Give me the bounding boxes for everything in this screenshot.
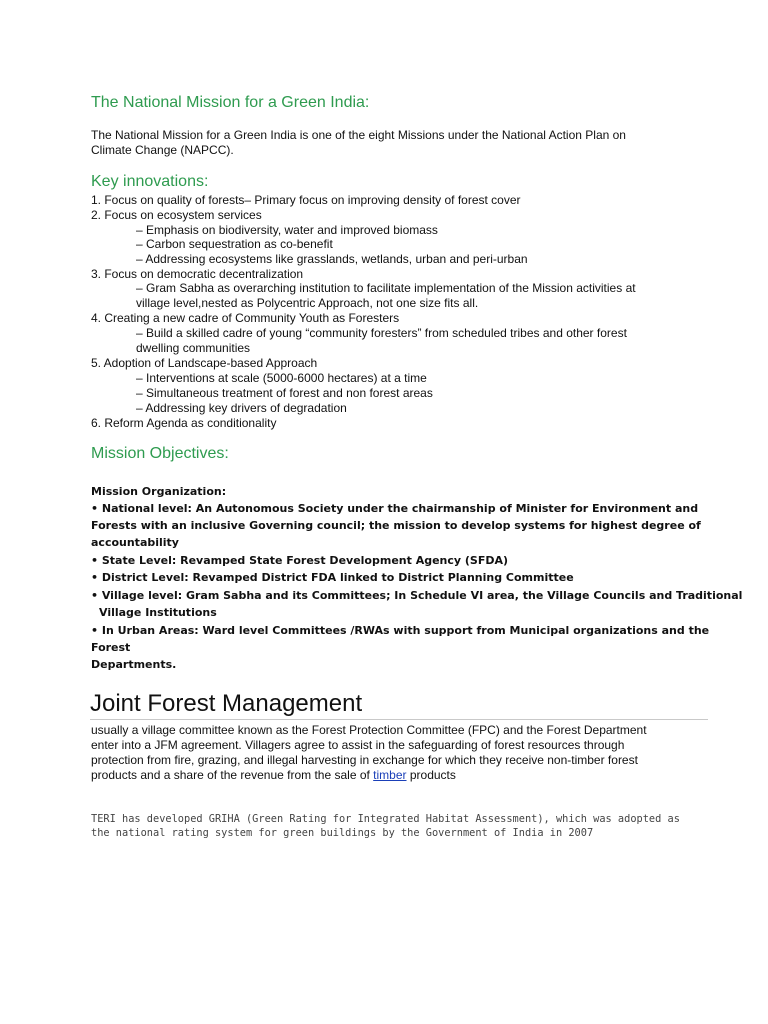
org-line: • Village level: Gram Sabha and its Committees; In Schedule VI area, the Village Councils and Traditional <box>91 589 743 602</box>
list-item: village level,nested as Polycentric Approach, not one size fits all. <box>136 296 479 310</box>
org-line: Forests with an inclusive Governing council; the mission to develop systems for highest degree of <box>91 519 701 532</box>
timber-link[interactable]: timber <box>373 768 407 782</box>
teri-line: TERI has developed GRIHA (Green Rating for Integrated Habitat Assessment), which was adopted as <box>91 813 680 825</box>
list-item: – Addressing key drivers of degradation <box>136 401 347 415</box>
jfm-line: protection from fire, grazing, and illegal harvesting in exchange for which they receive non-timber forest <box>91 753 638 767</box>
org-line: Departments. <box>91 658 177 671</box>
list-item: 5. Adoption of Landscape-based Approach <box>91 356 318 370</box>
org-line: • National level: An Autonomous Society under the chairmanship of Minister for Environment and <box>91 502 699 515</box>
org-line: Village Institutions <box>99 606 217 619</box>
list-item: 3. Focus on democratic decentralization <box>91 267 304 281</box>
intro-line: Climate Change (NAPCC). <box>91 143 234 157</box>
org-line: • District Level: Revamped District FDA linked to District Planning Committee <box>91 571 574 584</box>
intro-line: The National Mission for a Green India is one of the eight Missions under the National Action Plan on <box>91 128 626 142</box>
jfm-line <box>91 768 456 783</box>
list-item: – Carbon sequestration as co-benefit <box>136 237 333 251</box>
list-item: – Simultaneous treatment of forest and non forest areas <box>136 386 433 400</box>
list-item: 1. Focus on quality of forests– Primary focus on improving density of forest cover <box>91 193 521 207</box>
list-item: – Addressing ecosystems like grasslands, wetlands, urban and peri-urban <box>136 252 528 266</box>
org-line: accountability <box>91 536 179 549</box>
mission-objectives-heading: Mission Objectives: <box>91 445 229 462</box>
green-india-heading: The National Mission for a Green India: <box>91 94 370 111</box>
list-item: 4. Creating a new cadre of Community Youth as Foresters <box>91 311 400 325</box>
list-item: dwelling communities <box>136 341 251 355</box>
jfm-text: products and a share of the revenue from the sale of <box>91 768 374 782</box>
jfm-heading: Joint Forest Management <box>90 690 363 717</box>
list-item: – Build a skilled cadre of young “community foresters” from scheduled tribes and other forest <box>136 326 627 340</box>
list-item: – Gram Sabha as overarching institution to facilitate implementation of the Mission activities at <box>136 281 636 295</box>
org-line: Forest <box>91 641 131 654</box>
jfm-text: products <box>406 768 456 782</box>
key-innovations-heading: Key innovations: <box>91 173 209 190</box>
teri-line: the national rating system for green buildings by the Government of India in 2007 <box>91 827 594 839</box>
org-line: Mission Organization: <box>91 485 227 498</box>
heading-divider <box>90 719 708 720</box>
org-line: • State Level: Revamped State Forest Development Agency (SFDA) <box>91 554 509 567</box>
list-item: – Emphasis on biodiversity, water and improved biomass <box>136 223 438 237</box>
jfm-line: usually a village committee known as the Forest Protection Committee (FPC) and the Forest Department <box>91 723 647 737</box>
list-item: 6. Reform Agenda as conditionality <box>91 416 277 430</box>
list-item: – Interventions at scale (5000-6000 hectares) at a time <box>136 371 427 385</box>
org-line: • In Urban Areas: Ward level Committees /RWAs with support from Municipal organizations and the <box>91 624 710 637</box>
list-item: 2. Focus on ecosystem services <box>91 208 262 222</box>
jfm-line: enter into a JFM agreement. Villagers agree to assist in the safeguarding of forest resources through <box>91 738 625 752</box>
